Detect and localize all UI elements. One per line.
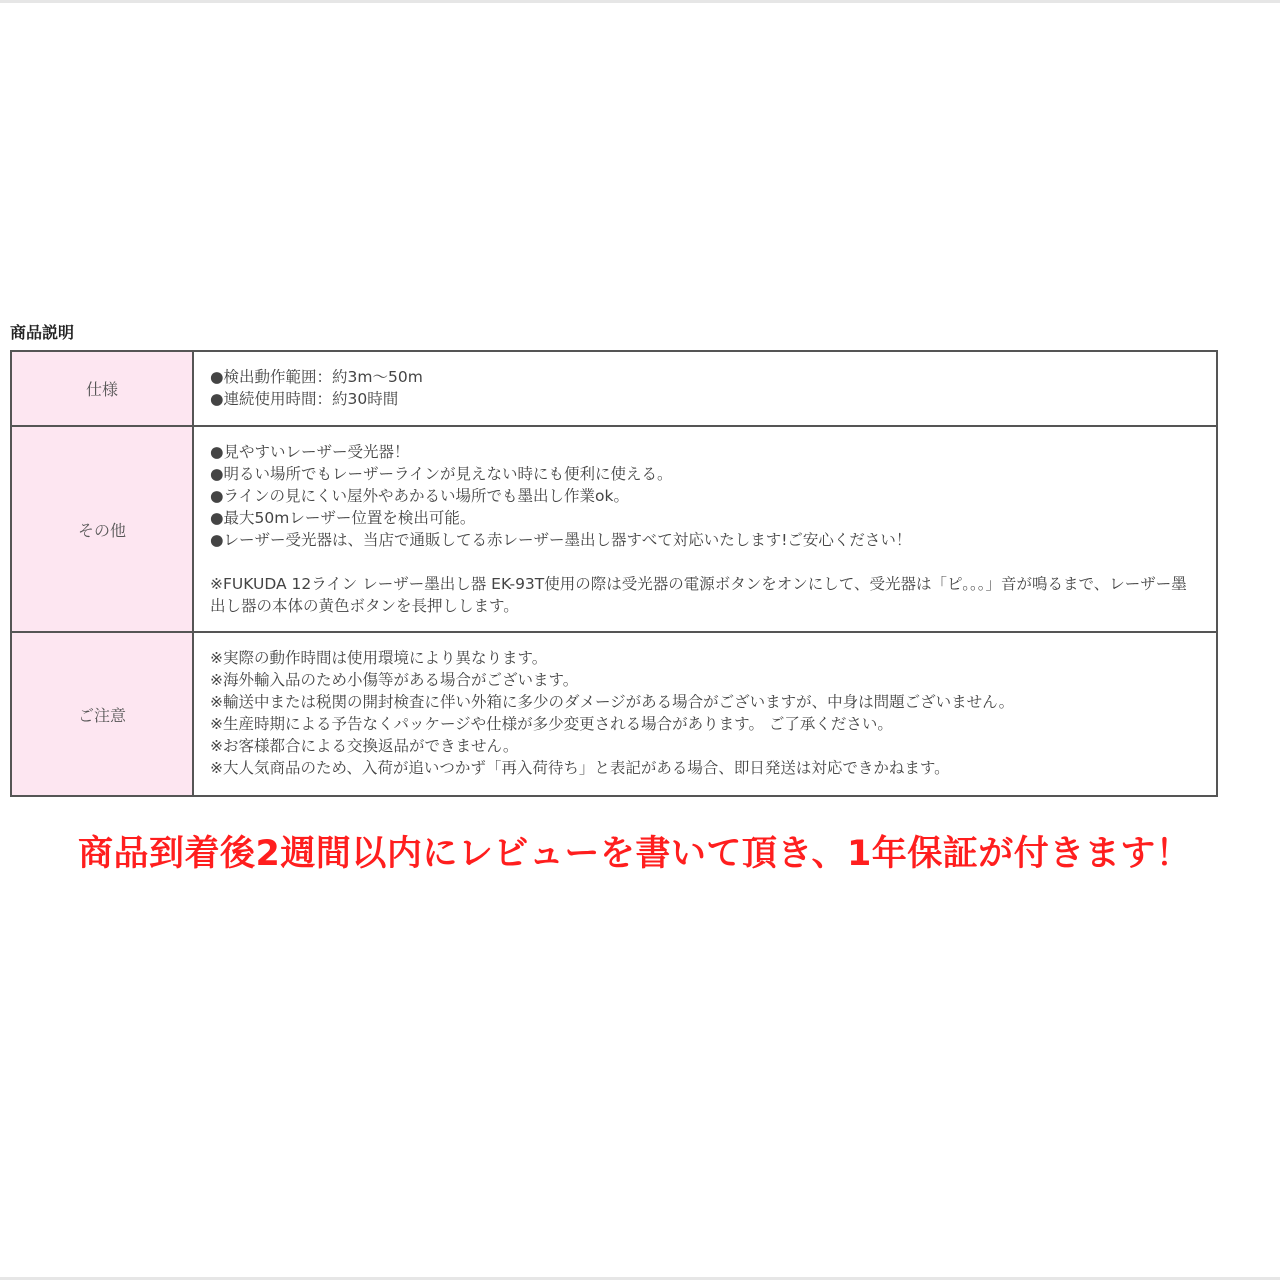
feature-line: ●レーザー受光器は、当店で通販してる赤レーザー墨出し器すべて対応いたします!ご安心ください！	[210, 531, 912, 549]
row-content-other	[193, 426, 1217, 632]
feature-line: ●見やすいレーザー受光器！	[210, 443, 410, 461]
caution-line: ※お客様都合による交換返品ができません。	[210, 737, 519, 755]
caution-line: ※大人気商品のため、入荷が追いつかず「再入荷待ち」と表記がある場合、即日発送は対応できかねます。	[210, 759, 950, 777]
table-row-caution	[11, 632, 1217, 796]
row-label-other: その他	[11, 426, 193, 632]
table-row-spec	[11, 351, 1217, 426]
caution-line: ※生産時期による予告なくパッケージや仕様が多少変更される場合があります。 ご了承ください。	[210, 715, 893, 733]
row-label-caution: ご注意	[11, 632, 193, 796]
caution-line: ※海外輸入品のため小傷等がある場合がございます。	[210, 671, 579, 689]
feature-line: ●ラインの見にくい屋外やあかるい場所でも墨出し作業ok。	[210, 487, 630, 505]
feature-line: ●最大50mレーザー位置を検出可能。	[210, 509, 476, 527]
usage-note: ※FUKUDA 12ライン レーザー墨出し器 EK-93T使用の際は受光器の電源ボタンをオンにして、受光器は「ピ。。。」音が鳴るまで、レーザー墨出し器の本体の黄色ボタンを長押しします。	[210, 575, 1187, 615]
spec-line: ●連続使用時間：約30時間	[210, 390, 399, 408]
spacer	[210, 551, 1202, 573]
warranty-notice: 商品到着後2週間以内にレビューを書いて頂き、1年保証が付きます！	[78, 834, 1192, 874]
spec-line: ●検出動作範囲：約3m～50m	[210, 368, 423, 386]
row-content-caution	[193, 632, 1217, 796]
row-content-spec	[193, 351, 1217, 426]
feature-line: ●明るい場所でもレーザーラインが見えない時にも便利に使える。	[210, 465, 673, 483]
caution-line: ※輸送中または税関の開封検査に伴い外箱に多少のダメージがある場合がございますが、中身は問題ございません。	[210, 693, 1015, 711]
product-description-table	[10, 350, 1218, 797]
row-label-spec: 仕様	[11, 351, 193, 426]
section-title: 商品説明	[10, 323, 75, 342]
table-row-other	[11, 426, 1217, 632]
caution-line: ※実際の動作時間は使用環境により異なります。	[210, 649, 548, 667]
top-divider	[0, 0, 1280, 3]
